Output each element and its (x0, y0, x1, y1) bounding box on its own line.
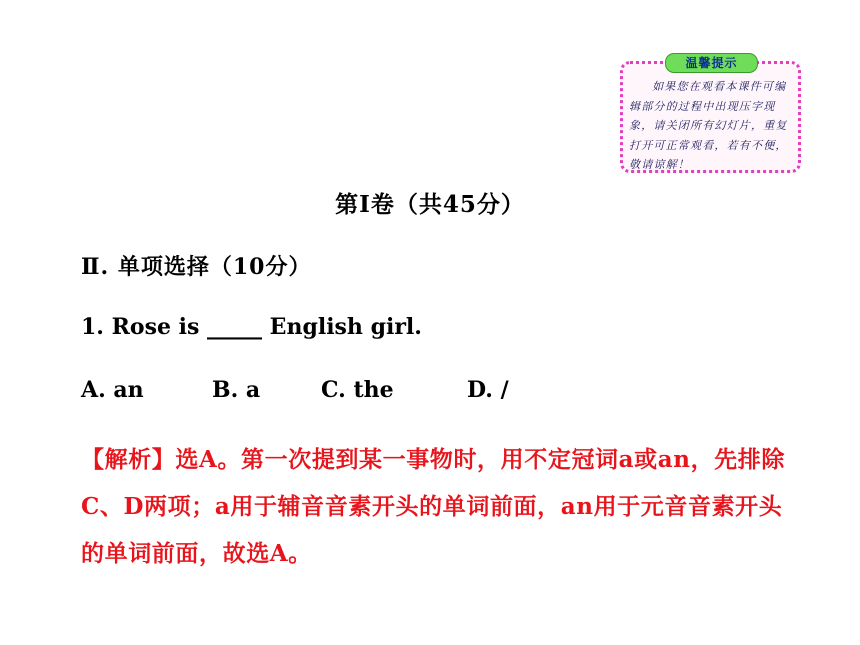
section-title: Ⅱ. 单项选择（10分） (81, 254, 312, 280)
question-text: 1. Rose is _____ English girl. (81, 314, 422, 340)
page-title: 第Ⅰ卷（共45分） (335, 191, 525, 218)
analysis-text: 【解析】选A。第一次提到某一事物时，用不定冠词a或an，先排除C、D两项；a用于辅音音素开头的单词前面，an用于元音音素开头的单词前面，故选A。 (81, 446, 785, 567)
tip-text: 如果您在观看本课件可编辑部分的过程中出现压字现象，请关闭所有幻灯片，重复打开可正常观看，若有不便，敬请谅解！ (629, 80, 788, 171)
answer-options (81, 377, 601, 407)
option-b: B. a (212, 377, 261, 403)
option-c: C. the (321, 377, 394, 403)
option-a: A. an (81, 377, 144, 403)
tip-title: 温馨提示 (665, 53, 758, 73)
option-d: D. / (467, 377, 509, 403)
tip-box (620, 56, 801, 173)
